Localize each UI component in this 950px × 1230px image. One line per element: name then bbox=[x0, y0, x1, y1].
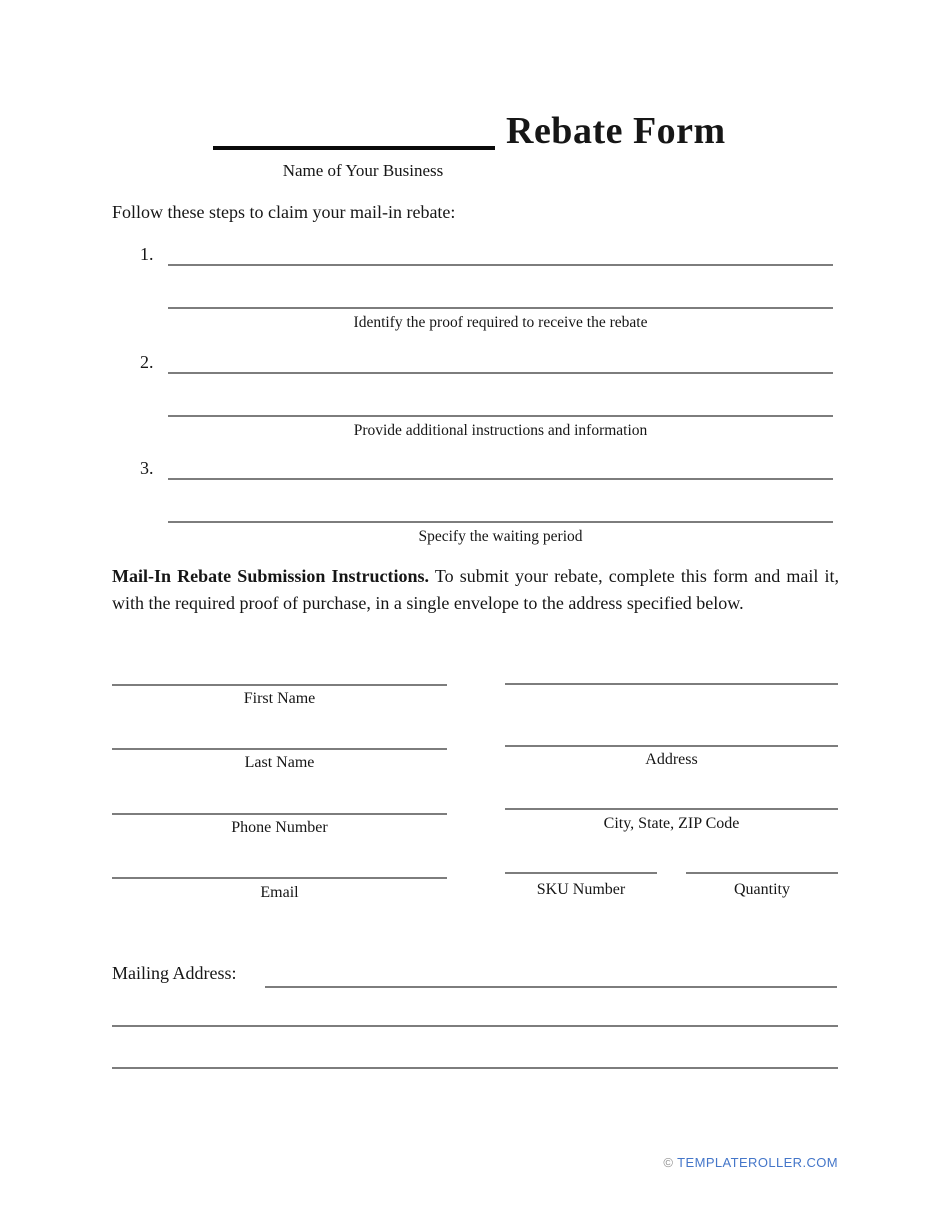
city-state-zip-field[interactable] bbox=[505, 808, 838, 810]
step-1-line-1[interactable] bbox=[168, 264, 833, 266]
step-3-line-2[interactable] bbox=[168, 521, 833, 523]
step-3-caption: Specify the waiting period bbox=[418, 528, 583, 545]
step-2-caption: Provide additional instructions and information bbox=[353, 422, 648, 439]
step-3-line-1[interactable] bbox=[168, 478, 833, 480]
last-name-label: Last Name bbox=[244, 754, 315, 771]
step-1 bbox=[112, 244, 838, 340]
step-1-caption: Identify the proof required to receive the rebate bbox=[353, 314, 648, 331]
email-label: Email bbox=[260, 884, 299, 901]
submission-instructions-lead: Mail-In Rebate Submission Instructions. bbox=[112, 566, 430, 586]
footer bbox=[112, 1155, 838, 1170]
email-field[interactable] bbox=[112, 877, 447, 879]
sku-number-field[interactable] bbox=[505, 872, 657, 874]
business-name-blank-line[interactable] bbox=[213, 146, 495, 150]
step-1-line-2[interactable] bbox=[168, 307, 833, 309]
first-name-field[interactable] bbox=[112, 684, 447, 686]
phone-number-field[interactable] bbox=[112, 813, 447, 815]
phone-number-label: Phone Number bbox=[231, 819, 328, 836]
templateroller-link[interactable]: TEMPLATEROLLER.COM bbox=[677, 1155, 838, 1170]
step-1-number: 1. bbox=[140, 244, 154, 264]
last-name-field[interactable] bbox=[112, 748, 447, 750]
submission-instructions-body: To submit your rebate, complete this form and mail it, with the required proof of purchase, in a single envelope to the address specified below. bbox=[112, 566, 840, 613]
step-2-number: 2. bbox=[140, 352, 154, 372]
first-name-label: First Name bbox=[243, 690, 316, 707]
copyright-icon: © bbox=[663, 1155, 674, 1170]
mailing-address-field-line-2[interactable] bbox=[112, 1025, 838, 1027]
mailing-address-field-line-1[interactable] bbox=[265, 986, 837, 988]
mailing-address-label: Mailing Address: bbox=[112, 963, 237, 983]
step-2 bbox=[112, 352, 838, 448]
address-field-line-2[interactable] bbox=[505, 745, 838, 747]
quantity-field[interactable] bbox=[686, 872, 838, 874]
submission-instructions bbox=[112, 563, 839, 617]
quantity-label: Quantity bbox=[734, 881, 790, 898]
mailing-address-field-line-3[interactable] bbox=[112, 1067, 838, 1069]
address-field-line-1[interactable] bbox=[505, 683, 838, 685]
page-title: Rebate Form bbox=[506, 110, 726, 152]
sku-number-label: SKU Number bbox=[536, 881, 626, 898]
business-name-caption: Name of Your Business bbox=[282, 161, 444, 180]
address-label: Address bbox=[645, 751, 698, 768]
intro-text: Follow these steps to claim your mail-in rebate: bbox=[112, 202, 456, 222]
step-3-number: 3. bbox=[140, 458, 154, 478]
city-state-zip-label: City, State, ZIP Code bbox=[603, 815, 740, 832]
step-2-line-2[interactable] bbox=[168, 415, 833, 417]
step-2-line-1[interactable] bbox=[168, 372, 833, 374]
step-3 bbox=[112, 458, 838, 554]
